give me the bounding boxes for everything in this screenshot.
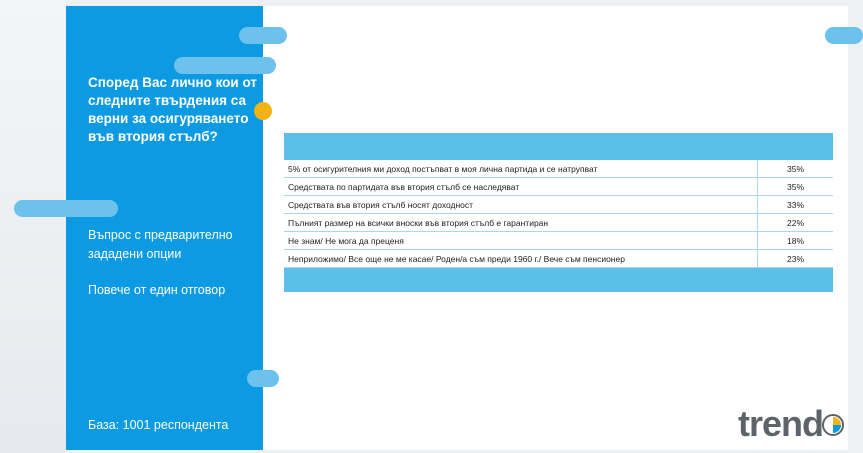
row-label: 5% от осигурителния ми доход постъпват в моя лична партида и се натрупват bbox=[284, 160, 758, 178]
decorative-pill bbox=[239, 27, 287, 44]
table-row bbox=[284, 160, 833, 178]
table-row bbox=[284, 214, 833, 232]
multiple-answer-note: Повече от един отговор bbox=[88, 283, 226, 297]
table-row bbox=[284, 178, 833, 196]
question-type-note: Въпрос с предварително зададени опции bbox=[88, 228, 233, 261]
table-footer-band bbox=[284, 268, 833, 292]
base-note: База: 1001 респондента bbox=[88, 418, 229, 432]
table-row bbox=[284, 232, 833, 250]
results-table bbox=[284, 133, 833, 292]
brand-logo: trend bbox=[738, 403, 823, 444]
table-header-band bbox=[284, 133, 833, 160]
page-background bbox=[0, 0, 66, 453]
row-value: 33% bbox=[758, 196, 834, 214]
row-value: 22% bbox=[758, 214, 834, 232]
decorative-pill bbox=[247, 370, 279, 387]
decorative-pill bbox=[825, 27, 863, 44]
row-value: 23% bbox=[758, 250, 834, 268]
row-value: 18% bbox=[758, 232, 834, 250]
table-row bbox=[284, 196, 833, 214]
decorative-pill bbox=[14, 200, 118, 217]
row-label: Средствата по партидата във втория стълб се наследяват bbox=[284, 178, 758, 196]
row-label: Средствата във втория стълб носят доходност bbox=[284, 196, 758, 214]
row-label: Не знам/ Не мога да преценя bbox=[284, 232, 758, 250]
row-value: 35% bbox=[758, 160, 834, 178]
row-value: 35% bbox=[758, 178, 834, 196]
row-label: Неприложимо/ Все още не ме касае/ Роден/а съм преди 1960 г./ Вече съм пенсионер bbox=[284, 250, 758, 268]
table-body bbox=[284, 160, 833, 268]
table-row bbox=[284, 250, 833, 268]
question-text: Според Вас лично кои от следните твърдения са верни за осигуряването във втория стълб? bbox=[88, 75, 258, 144]
logo-pie-icon bbox=[822, 414, 844, 436]
row-label: Пълният размер на всички вноски във втория стълб е гарантиран bbox=[284, 214, 758, 232]
decorative-pill bbox=[174, 57, 276, 74]
